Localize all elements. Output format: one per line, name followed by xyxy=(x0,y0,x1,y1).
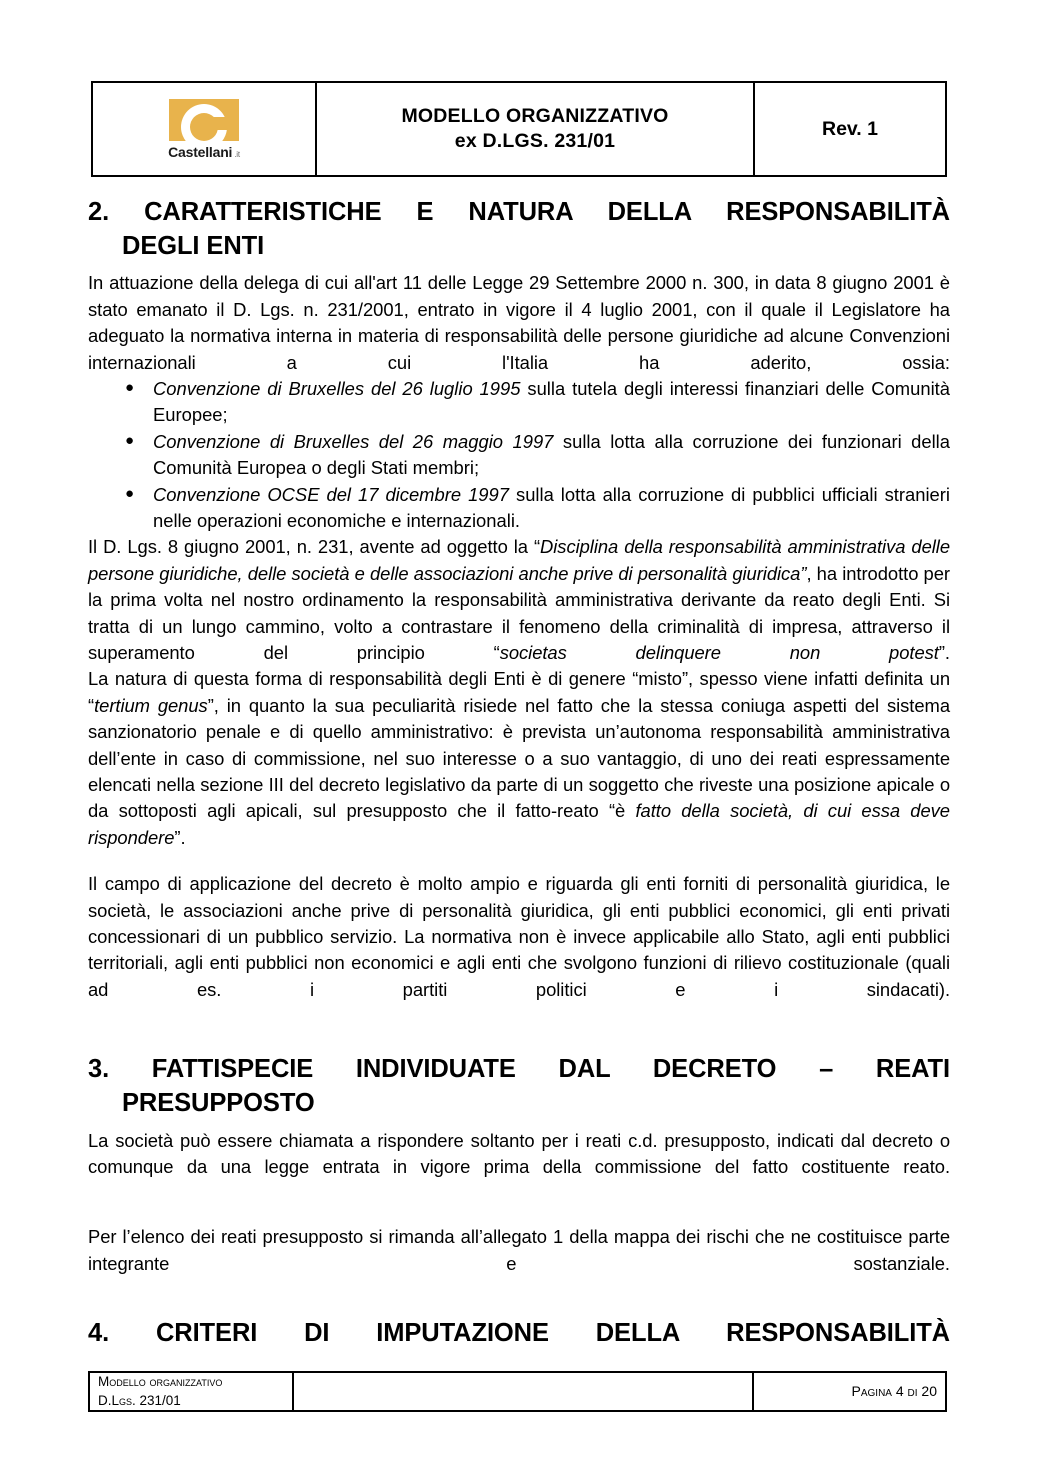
spacer xyxy=(88,263,950,270)
p2-part2: , ha introdotto per la prima volta nel nostro ordinamento la responsabilità amministrativa derivante da reato degli Enti. Si tratta di un lungo cammino, volto a contrastare il fenomeno della criminalità di impresa, attraverso il superamento del principio “ xyxy=(88,562,950,663)
header-title-cell xyxy=(317,83,755,175)
section-4-title-line1: CRITERI DI IMPUTAZIONE DELLA RESPONSABILITÀ xyxy=(155,1319,950,1348)
header-logo-cell xyxy=(93,83,317,175)
section-2-heading-line2 xyxy=(88,230,950,264)
p2-decree-title: Disciplina della responsabilità amministrativa delle persone giuridiche, delle società e delle associazioni anche prive di personalità giuridica” xyxy=(88,536,950,584)
section-2-title-line1: CARATTERISTICHE E NATURA DELLA RESPONSABILITÀ xyxy=(144,198,950,226)
bullet-icon: ● xyxy=(125,484,135,502)
company-logo xyxy=(158,99,250,160)
section-2-intro-paragraph: In attuazione della delega di cui all'art 11 delle Legge 29 Settembre 2000 n. 300, in data 8 giugno 2001 è stato emanato il D. Lgs. n. 231/2001, entrato in vigore il 4 luglio 2001, con il quale il Legislatore ha adeguato la normativa interna in materia di responsabilità delle persone giuridiche ad alcune Convenzioni internazionali a cui l'Italia ha aderito, ossia: xyxy=(88,272,950,373)
list-item xyxy=(88,429,950,482)
logo-wordmark-text: Castellani xyxy=(168,143,233,160)
section-3-number: 3. xyxy=(88,1055,110,1084)
section-4-number: 4. xyxy=(88,1319,110,1348)
footer-doc-line2: D.Lgs. 231/01 xyxy=(98,1392,181,1408)
list-item-title: Convenzione di Bruxelles del 26 maggio 1997 xyxy=(153,430,554,452)
section-2-heading xyxy=(88,196,950,230)
section-3-paragraph-2: Per l’elenco dei reati presupposto si rimanda all’allegato 1 della mappa dei rischi che ne costituisce parte integrante e sostanziale. xyxy=(88,1226,950,1274)
footer-pagination-cell xyxy=(754,1373,945,1410)
p3-quote-italic: fatto della società, di cui essa deve rispondere xyxy=(88,800,950,848)
p2-latin-maxim: societas delinquere non potest xyxy=(499,642,939,663)
list-item-text: sulla lotta alla corruzione di pubblici ufficiali stranieri nelle operazioni economiche e internazionali. xyxy=(153,483,950,531)
document-header-table xyxy=(91,81,947,177)
document-body xyxy=(88,196,950,1351)
section-3-title-line1: FATTISPECIE INDIVIDUATE DAL DECRETO – REATI xyxy=(151,1055,950,1084)
list-item-title: Convenzione di Bruxelles del 26 luglio 1995 xyxy=(153,377,521,399)
list-item xyxy=(88,482,950,535)
list-item-text: sulla tutela degli interessi finanziari delle Comunità Europee; xyxy=(153,377,950,426)
section-3-heading-line2 xyxy=(88,1087,950,1121)
section-2-paragraph-2 xyxy=(88,534,950,666)
footer-document-name xyxy=(98,1373,222,1409)
section-3-heading xyxy=(88,1053,950,1087)
p3-part1: La natura di questa forma di responsabilità degli Enti è di genere “misto”, spesso viene infatti definita un “ xyxy=(88,668,950,716)
p2-part1: Il D. Lgs. 8 giugno 2001, n. 231, avente ad oggetto la xyxy=(88,536,534,558)
header-title xyxy=(401,104,668,154)
section-3-paragraph-1: La società può essere chiamata a rispondere soltanto per i reati c.d. presupposto, indicati dal decreto o comunque da una legge entrata in vigore prima della commissione del fatto costituente reato. xyxy=(88,1129,950,1177)
section-3-title-line2: PRESUPPOSTO xyxy=(122,1088,315,1117)
header-title-line2: ex D.LGS. 231/01 xyxy=(454,130,616,152)
header-revision-cell xyxy=(755,83,945,175)
p3-part2: ”, in quanto la sua peculiarità risiede nel fatto che la stessa coniuga aspetti del sistema sanzionatorio penale e di quello amministrativo: è prevista un’autonoma responsabilità amministrativa dell’ente in caso di commissione, nel suo interesse o a suo vantaggio, di uno dei reati espressamente elencati nella sezione III del decreto legislativo da parte di un soggetto che riveste una posizione apicale o da sottoposti agli apicali, sul presupposto che il fatto-reato “è xyxy=(88,694,950,822)
spacer xyxy=(88,1043,950,1053)
spacer xyxy=(88,851,950,871)
list-item xyxy=(88,376,950,429)
section-2-paragraph-3 xyxy=(88,666,950,851)
p2-part3: ”. xyxy=(938,642,950,663)
list-item-text: sulla lotta alla corruzione dei funzionari della Comunità Europea o degli Stati membri; xyxy=(153,430,950,479)
spacer xyxy=(88,1003,950,1043)
p3-part3: ”. xyxy=(174,826,186,848)
bullet-icon: ● xyxy=(125,431,135,449)
logo-wordmark-tld: .it xyxy=(234,149,240,159)
spacer xyxy=(88,1277,950,1317)
logo-wordmark xyxy=(168,144,240,160)
list-item-title: Convenzione OCSE del 17 dicembre 1997 xyxy=(153,483,509,505)
logo-notch-shape xyxy=(205,117,239,130)
footer-middle-cell xyxy=(294,1373,754,1410)
spacer xyxy=(88,1210,950,1224)
footer-doc-line1: Modello organizzativo xyxy=(98,1374,223,1390)
section-4-heading xyxy=(88,1317,950,1351)
footer-page-number: Pagina 4 di 20 xyxy=(851,1383,937,1400)
header-title-line1: MODELLO ORGANIZZATIVO xyxy=(401,105,669,128)
p2-quote-open: “ xyxy=(533,536,541,558)
section-2-number: 2. xyxy=(88,198,110,226)
conventions-list xyxy=(88,376,950,534)
spacer xyxy=(88,1180,950,1210)
spacer xyxy=(88,1121,950,1128)
bullet-icon: ● xyxy=(125,378,135,396)
header-revision: Rev. 1 xyxy=(821,117,878,140)
castellani-mark-icon xyxy=(169,99,239,141)
document-footer-table xyxy=(88,1371,947,1412)
footer-document-cell xyxy=(90,1373,294,1410)
section-2-title-line2: DEGLI ENTI xyxy=(122,231,265,260)
section-2-paragraph-4: Il campo di applicazione del decreto è molto ampio e riguarda gli enti forniti di personalità giuridica, le società, le associazioni anche prive di personalità giuridica, gli enti pubblici economici, gli enti privati concessionari di un pubblico servizio. La normativa non è invece applicabile allo Stato, agli enti pubblici territoriali, agli enti pubblici non economici e agli enti che svolgono funzioni di rilievo costituzionale (quali ad es. i partiti politici e i sindacati). xyxy=(88,873,950,1000)
p3-tertium-genus: tertium genus xyxy=(94,694,208,716)
